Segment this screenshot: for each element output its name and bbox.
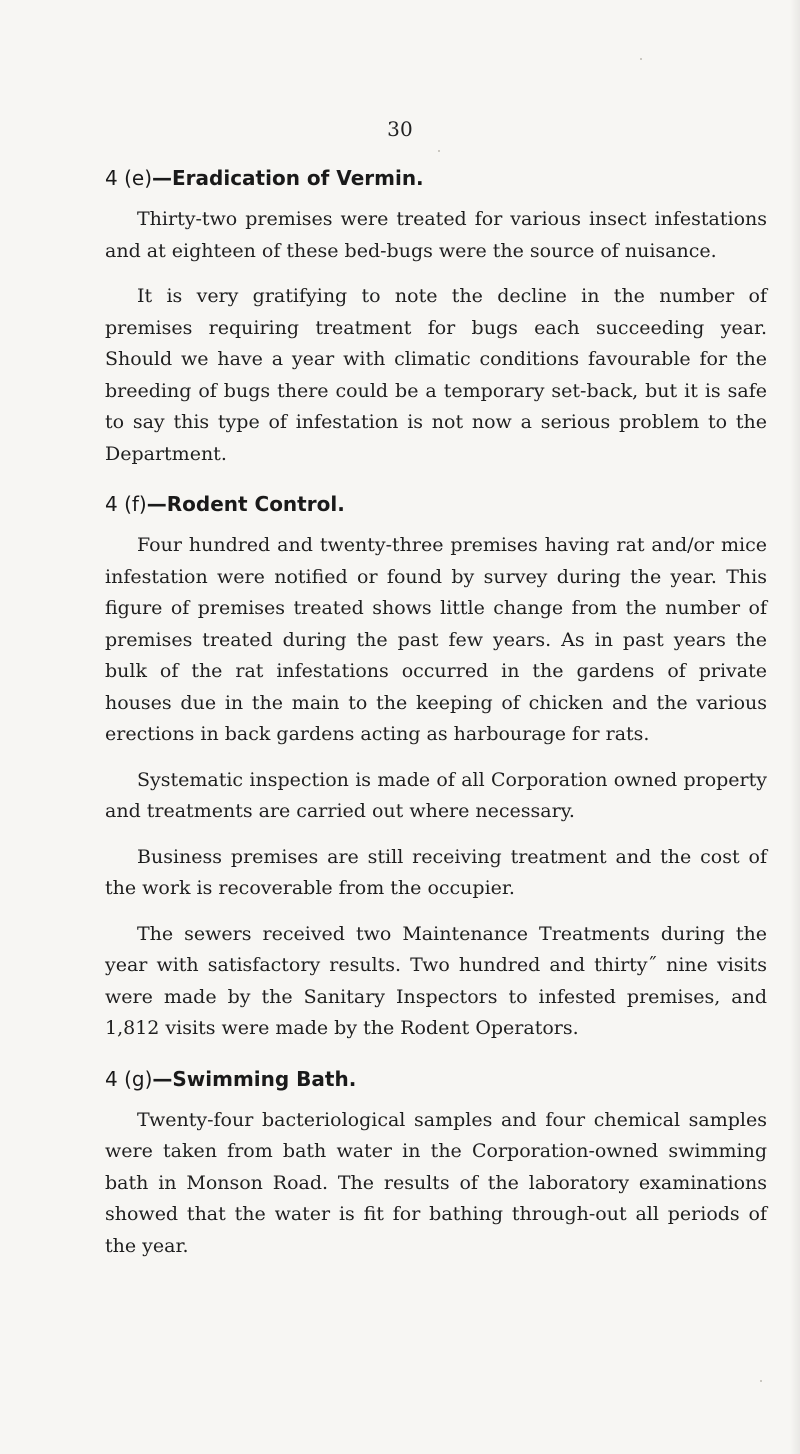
paragraph: It is very gratifying to note the decline in the number of premises requiring treatment for bugs each succeeding year. Should we have a year with climatic conditions favourable for the breeding of bugs there could be a temporary set-back, but it is safe to say this type of infestation is not now a serious problem to the Department. [105,285,767,465]
section-title: —Eradication of Vermin. [152,166,424,190]
section-heading [105,490,767,519]
section-heading [105,164,767,193]
section-label: 4 (e) [105,166,152,190]
section-heading [105,1065,767,1094]
section-label: 4 (g) [105,1066,153,1091]
paragraph: Business premises are still receiving treatment and the cost of the work is recoverable from the occupier. [105,845,767,899]
page-number: 30 [387,117,413,141]
paragraph: The sewers received two Maintenance Treatments during the year with satisfactory results. Two hundred and thirty˝ nine visits were made by the Sanitary Inspectors to infested premises, and 1,812 visits were made by the Rodent Operators. [105,922,767,1039]
paper-speck [438,150,440,152]
section-title: —Swimming Bath. [152,1066,357,1091]
section-label: 4 (f) [105,492,147,516]
paragraph: Systematic inspection is made of all Corporation owned property and treatments are carried out where necessary. [105,768,767,822]
paragraph: Four hundred and twenty-three premises having rat and/or mice infestation were notified or found by survey during the year. This figure of premises treated shows little change from the number of premises treated during the past few years. As in past years the bulk of the rat infestations occurred in the gardens of private houses due in the main to the keeping of chicken and the various erections in back gardens acting as harbourage for rats. [105,534,767,745]
section-swimming-bath [105,1065,767,1263]
section-eradication-of-vermin [105,164,767,470]
paper-speck [760,1380,762,1382]
page-edge-shadow [790,0,800,1454]
section-title: —Rodent Control. [146,492,345,516]
paragraph: Twenty-four bacteriological samples and four chemical samples were taken from bath water in the Corporation-owned swimming bath in Monson Road. The results of the laboratory examinations showed that the water is fit for bathing through-out all periods of the year. [105,1108,767,1257]
section-rodent-control [105,490,767,1045]
paper-speck [640,58,642,60]
paragraph: Thirty-two premises were treated for various insect infestations and at eighteen of these bed-bugs were the source of nuisance. [105,208,767,262]
document-body [105,164,767,1262]
